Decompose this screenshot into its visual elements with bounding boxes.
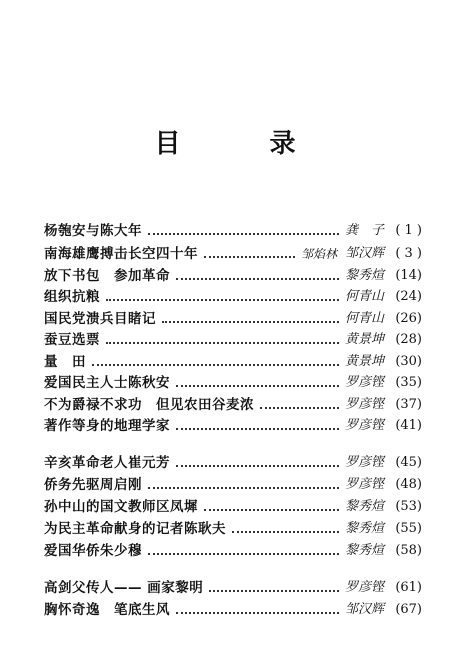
toc-entry bbox=[44, 452, 422, 472]
toc-entry bbox=[44, 308, 422, 328]
toc-entry-page: (37) bbox=[395, 397, 422, 412]
toc-entry-title: 国民党溃兵目睹记 bbox=[44, 311, 156, 327]
toc-entry bbox=[44, 540, 422, 560]
toc-entry-author: 黎秀煊 bbox=[344, 268, 384, 283]
toc-entry-title: 组织抗粮 bbox=[44, 289, 100, 305]
dot-leader bbox=[148, 486, 339, 489]
dot-leader bbox=[176, 384, 339, 387]
dot-leader bbox=[232, 530, 339, 533]
dot-leader bbox=[162, 320, 339, 323]
toc-entry-author: 黎秀煊 bbox=[344, 543, 384, 558]
toc-entry-title: 量 田 bbox=[44, 354, 86, 370]
toc-entry-title: 侨务先驱周启刚 bbox=[44, 477, 142, 493]
toc-entry-page: (28) bbox=[395, 332, 422, 347]
toc-entry-title: 杨匏安与陈大年 bbox=[44, 223, 142, 239]
toc-entry-author: 罗彦铿 bbox=[344, 580, 384, 595]
toc-entry bbox=[44, 351, 422, 371]
toc-entry bbox=[44, 394, 422, 414]
dot-leader bbox=[148, 232, 339, 235]
toc-entry bbox=[44, 265, 422, 285]
toc-entry-page: (14) bbox=[395, 268, 422, 283]
dot-leader bbox=[148, 552, 339, 555]
toc-entry-title: 爱国华侨朱少穆 bbox=[44, 543, 142, 559]
dot-leader bbox=[204, 508, 339, 511]
toc-entry-page: (48) bbox=[395, 477, 422, 492]
dot-leader bbox=[92, 363, 339, 366]
toc-entry-page: (55) bbox=[395, 521, 422, 536]
dot-leader bbox=[176, 611, 339, 614]
toc-entry-author: 何青山 bbox=[344, 289, 384, 304]
dot-leader bbox=[176, 427, 339, 430]
toc-entry-author: 何青山 bbox=[344, 311, 384, 326]
toc-entry-page: (53) bbox=[395, 499, 422, 514]
toc-entry-page: (41) bbox=[395, 418, 422, 433]
toc-entry-author: 罗彦铿 bbox=[344, 455, 384, 470]
toc-entry-coauthor: 邹焰林 bbox=[300, 247, 337, 261]
toc-entry-title: 放下书包 参加革命 bbox=[44, 268, 170, 284]
toc-entry-author: 罗彦铿 bbox=[344, 397, 384, 412]
toc-entry bbox=[44, 474, 422, 494]
dot-leader bbox=[106, 298, 339, 301]
toc-entry-author: 黎秀煊 bbox=[344, 521, 384, 536]
toc-entry-page: (35) bbox=[395, 375, 422, 390]
toc-entry bbox=[44, 599, 422, 619]
toc-entry bbox=[44, 220, 422, 240]
toc-entry-title: 为民主革命献身的记者陈耿夫 bbox=[44, 521, 226, 537]
toc-entry-title: 胸怀奇逸 笔底生风 bbox=[44, 602, 170, 618]
page-title: 目 录 bbox=[154, 129, 336, 159]
toc-entry bbox=[44, 518, 422, 538]
toc-entry-author: 龚 子 bbox=[344, 223, 384, 238]
toc-entry-title: 著作等身的地理学家 bbox=[44, 418, 170, 434]
toc-entry-page: ( 3 ) bbox=[395, 246, 422, 261]
toc-entry bbox=[44, 329, 422, 349]
toc-entry-title: 蚕豆选票 bbox=[44, 332, 100, 348]
toc-entry bbox=[44, 243, 422, 263]
toc-entry bbox=[44, 415, 422, 435]
toc-entry-title: 爱国民主人士陈秋安 bbox=[44, 375, 170, 391]
toc-entry-page: (24) bbox=[395, 289, 422, 304]
toc-entry-title: 孙中山的国文教师区凤墀 bbox=[44, 499, 198, 515]
dot-leader bbox=[209, 589, 339, 592]
toc-entry bbox=[44, 286, 422, 306]
toc-entry-title: 南海雄鹰搏击长空四十年 bbox=[44, 246, 198, 262]
dot-leader bbox=[176, 277, 339, 280]
toc-entry-title: 辛亥革命老人崔元芳 bbox=[44, 455, 170, 471]
toc-entry-author: 邹汉辉 bbox=[344, 246, 384, 261]
toc-entry-author: 黄景坤 bbox=[344, 332, 384, 347]
toc-entry-page: (67) bbox=[395, 602, 422, 617]
toc-entry bbox=[44, 577, 422, 597]
toc-entry bbox=[44, 496, 422, 516]
toc-entry-page: (45) bbox=[395, 455, 422, 470]
toc-entry-page: (30) bbox=[395, 354, 422, 369]
toc-entry-page: (26) bbox=[395, 311, 422, 326]
dot-leader bbox=[176, 464, 339, 467]
toc-entry-title: 高剑父传人—— 画家黎明 bbox=[44, 580, 204, 596]
toc-entry-page: (61) bbox=[395, 580, 422, 595]
dot-leader bbox=[260, 406, 339, 409]
dot-leader bbox=[106, 341, 339, 344]
toc-entry-page: (58) bbox=[395, 543, 422, 558]
toc-entry-author: 罗彦铿 bbox=[344, 418, 384, 433]
toc-entry bbox=[44, 372, 422, 392]
toc-entry-author: 黄景坤 bbox=[344, 354, 384, 369]
toc-entry-title: 不为爵禄不求功 但见农田谷麦浓 bbox=[44, 397, 254, 413]
toc-entry-page: ( 1 ) bbox=[395, 223, 422, 238]
toc-entry-author: 黎秀煊 bbox=[344, 499, 384, 514]
dot-leader bbox=[204, 255, 295, 258]
toc-entry-author: 罗彦铿 bbox=[344, 477, 384, 492]
toc-entry-author: 罗彦铿 bbox=[344, 375, 384, 390]
toc-entry-author: 邹汉辉 bbox=[344, 602, 384, 617]
